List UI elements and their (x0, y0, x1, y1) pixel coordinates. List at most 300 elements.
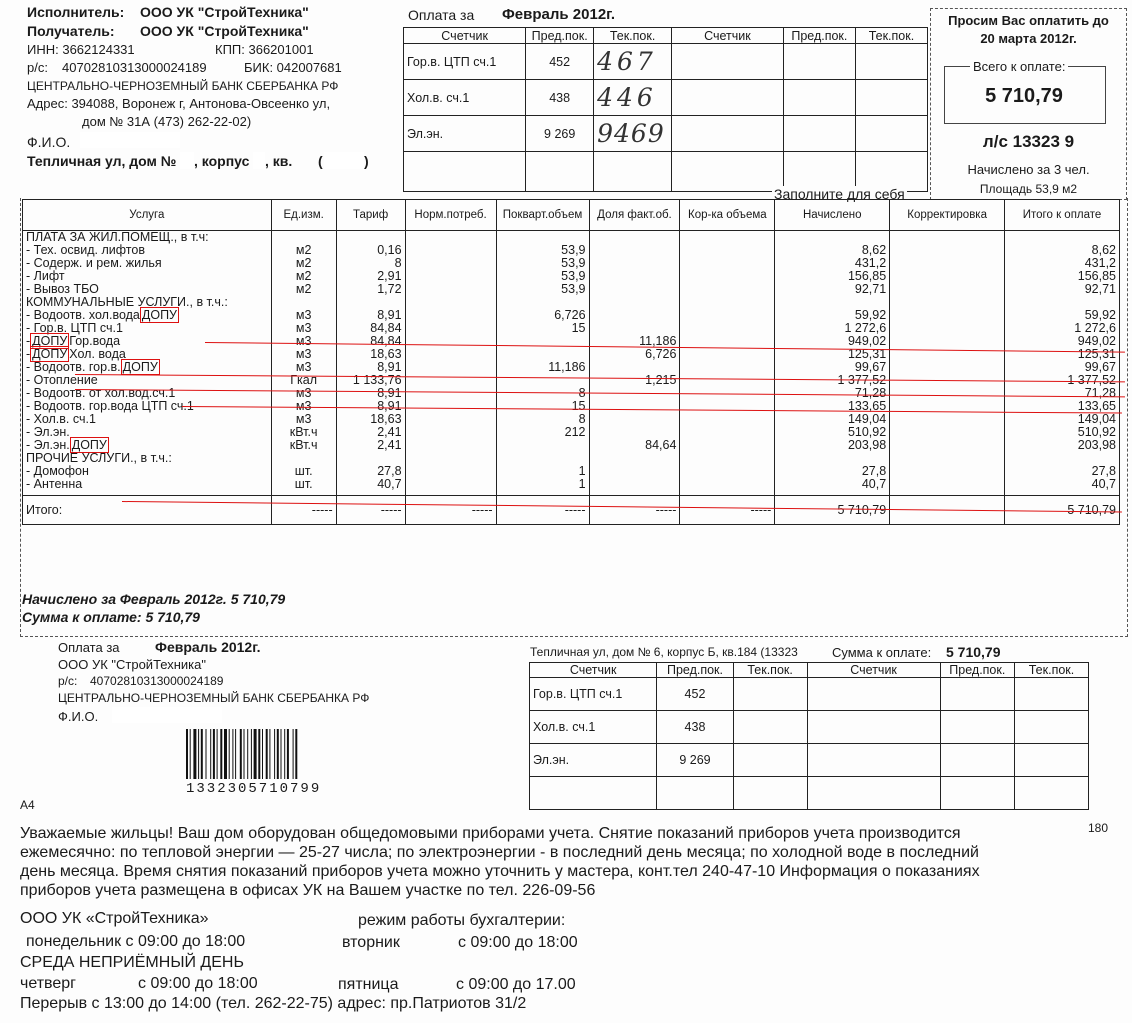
adjustment-cell (890, 309, 1005, 322)
correction-cell (680, 257, 775, 270)
coupon-bank: ЦЕНТРАЛЬНО-ЧЕРНОЗЕМНЫЙ БАНК СБЕРБАНКА РФ (58, 691, 370, 705)
address-korpus: , корпус (194, 153, 250, 169)
service-label: - Содерж. и рем. жилья (26, 256, 162, 270)
norm-cell (405, 348, 496, 361)
executor-name: ООО УК "СтройТехника" (140, 4, 309, 20)
fill-note: Заполните для себя (774, 186, 905, 202)
meter-prev: 438 (657, 711, 733, 744)
tariff-cell: 27,8 (336, 465, 405, 478)
meter-curr-input[interactable] (733, 744, 807, 777)
correction-cell (680, 439, 775, 452)
coupon-sum-label: Сумма к оплате: (832, 645, 932, 660)
correction-cell (680, 413, 775, 426)
total-dash: ----- (336, 496, 405, 525)
redacted-apartment (324, 152, 364, 169)
tariff-cell: 2,91 (336, 270, 405, 283)
redacted-korpus (253, 152, 265, 169)
norm-cell (405, 400, 496, 413)
unit-cell: м3 (271, 348, 336, 361)
dopu-tag: ДОПУ (71, 438, 107, 452)
service-label: - Эл.эн. (26, 425, 70, 439)
coupon-month: Февраль 2012г. (155, 639, 261, 655)
col-counter: Счетчик (404, 28, 526, 44)
adjustment-cell (890, 413, 1005, 426)
kpp: КПП: 366201001 (215, 42, 314, 57)
tariff-cell: 8 (336, 257, 405, 270)
service-name (23, 231, 272, 245)
charge-row (23, 465, 1120, 478)
meter-row (404, 44, 928, 80)
coupon-company: ООО УК "СтройТехника" (58, 657, 206, 672)
total-cell: 149,04 (1005, 413, 1120, 426)
volume-cell: 53,9 (496, 244, 589, 257)
share-cell (589, 452, 680, 465)
service-label: - Домофон (26, 464, 89, 478)
blank-cell (657, 777, 733, 810)
redacted-house (180, 152, 194, 169)
meter-name: Хол.в. сч.1 (530, 711, 657, 744)
unit-cell: Гкал (271, 374, 336, 387)
barcode-icon (184, 729, 354, 781)
meters-title-prefix: Оплата за (408, 7, 475, 23)
total-cell: 59,92 (1005, 309, 1120, 322)
bank-name: ЦЕНТРАЛЬНО-ЧЕРНОЗЕМНЫЙ БАНК СБЕРБАНКА РФ (27, 79, 339, 93)
charged-for: Начислено за 3 чел. (967, 162, 1090, 177)
meter-prev: 9 269 (526, 116, 594, 152)
fio-label: Ф.И.О. (27, 134, 71, 150)
tariff-cell (336, 231, 405, 245)
total-dash: ----- (271, 496, 336, 525)
adjustment-cell (890, 283, 1005, 296)
tariff-cell: 40,7 (336, 478, 405, 496)
adjustment-cell (890, 426, 1005, 439)
blank-cell (526, 152, 594, 192)
address-kv: , кв. (265, 153, 293, 169)
norm-cell (405, 257, 496, 270)
blank-cell (783, 44, 855, 80)
charge-row (23, 322, 1120, 335)
col-total: Итого к оплате (1005, 200, 1120, 231)
tariff-cell: 0,16 (336, 244, 405, 257)
charged-cell: 510,92 (775, 426, 890, 439)
page-number: 180 (1088, 821, 1109, 835)
blank-cell (940, 744, 1014, 777)
volume-cell: 11,186 (496, 361, 589, 374)
blank-cell (530, 777, 657, 810)
coupon-rs: 40702810313000024189 (90, 674, 224, 688)
charge-row (23, 439, 1120, 452)
coupon-meter-row (530, 678, 1089, 711)
meter-name: Эл.эн. (530, 744, 657, 777)
charged-cell: 8,62 (775, 244, 890, 257)
dopu-tag: ДОПУ (32, 334, 68, 348)
meter-name: Эл.эн. (404, 116, 526, 152)
charged-cell (775, 231, 890, 245)
unit-cell: м3 (271, 387, 336, 400)
row-prefix: - (26, 334, 31, 348)
correction-cell (680, 283, 775, 296)
charged-cell: 949,02 (775, 335, 890, 348)
tariff-cell: 1 133,76 (336, 374, 405, 387)
area: Площадь 53,9 м2 (979, 182, 1078, 196)
service-label: - Лифт (26, 269, 65, 283)
service-label: - Гор.в. ЦТП сч.1 (26, 321, 123, 335)
barcode-number: 1332305710799 (186, 781, 322, 797)
charge-row (23, 452, 1120, 465)
blank-cell (940, 777, 1014, 810)
blank-cell (1015, 711, 1089, 744)
blank-cell (855, 44, 927, 80)
norm-cell (405, 413, 496, 426)
share-cell (589, 270, 680, 283)
charged-cell: 40,7 (775, 478, 890, 496)
volume-cell: 15 (496, 322, 589, 335)
adjustment-cell (890, 452, 1005, 465)
charge-row (23, 426, 1120, 439)
correction-cell (680, 322, 775, 335)
total-amount: 5 710,79 (985, 85, 1063, 107)
meter-curr-input[interactable] (733, 678, 807, 711)
total-cell: 40,7 (1005, 478, 1120, 496)
correction-cell (680, 400, 775, 413)
share-cell (589, 400, 680, 413)
notice-tuesday: вторник (342, 934, 400, 951)
adjustment-cell (890, 231, 1005, 245)
adjustment-cell (890, 361, 1005, 374)
blank-cell (807, 744, 940, 777)
norm-cell (405, 452, 496, 465)
norm-cell (405, 465, 496, 478)
share-cell (589, 244, 680, 257)
notice-break: Перерыв с 13:00 до 14:00 (тел. 262-22-75) адрес: пр.Патриотов 31/2 (20, 995, 527, 1012)
blank-cell (1015, 678, 1089, 711)
col-prev: Пред.пок. (526, 28, 594, 44)
unit-cell: м3 (271, 322, 336, 335)
blank-cell (1015, 744, 1089, 777)
unit-cell: м3 (271, 400, 336, 413)
blank-cell (783, 116, 855, 152)
volume-cell: 53,9 (496, 257, 589, 270)
share-cell (589, 478, 680, 496)
tariff-cell: 8,91 (336, 309, 405, 322)
meter-prev: 438 (526, 80, 594, 116)
charged-cell: 125,31 (775, 348, 890, 361)
total-cell: 133,65 (1005, 400, 1120, 413)
meter-name: Гор.в. ЦТП сч.1 (530, 678, 657, 711)
dopu-tag: ДОПУ (122, 360, 158, 374)
volume-cell (496, 231, 589, 245)
bik: БИК: 042007681 (244, 60, 342, 75)
blank-cell (672, 116, 784, 152)
executor-label: Исполнитель: (27, 4, 125, 20)
adjustment-cell (890, 296, 1005, 309)
coupon-fio-label: Ф.И.О. (58, 709, 99, 724)
address-paren-close: ) (364, 153, 369, 169)
page-format: A4 (20, 798, 35, 812)
notice-company: ООО УК «СтройТехника» (20, 910, 209, 927)
share-cell: 11,186 (589, 335, 680, 348)
col-unit: Ед.изм. (271, 200, 336, 231)
total-cell: 1 272,6 (1005, 322, 1120, 335)
volume-cell (496, 452, 589, 465)
pay-by-line1: Просим Вас оплатить до (948, 13, 1109, 28)
col-curr-2: Тек.пок. (1015, 663, 1089, 678)
unit-cell: м3 (271, 335, 336, 348)
col-prev-2: Пред.пок. (940, 663, 1014, 678)
charge-row (23, 309, 1120, 322)
total-dash: ----- (496, 496, 589, 525)
volume-cell: 15 (496, 400, 589, 413)
service-label: Гор.вода (69, 334, 121, 348)
unit-cell: шт. (271, 465, 336, 478)
charged-summary: Начислено за Февраль 2012г. 5 710,79 (22, 591, 286, 607)
volume-cell: 53,9 (496, 270, 589, 283)
address-paren: ( (318, 153, 323, 169)
charge-row (23, 361, 1120, 374)
total-label: Всего к оплате: (970, 59, 1068, 74)
norm-cell (405, 426, 496, 439)
total-cell: 71,28 (1005, 387, 1120, 400)
rs-number: 40702810313000024189 (62, 60, 207, 75)
norm-cell (405, 439, 496, 452)
charged-cell: 92,71 (775, 283, 890, 296)
charged-cell: 1 272,6 (775, 322, 890, 335)
charged-cell: 431,2 (775, 257, 890, 270)
dopu-tag: ДОПУ (32, 347, 68, 361)
service-label: - Отопление (26, 373, 98, 387)
charged-cell: 71,28 (775, 387, 890, 400)
meter-name: Хол.в. сч.1 (404, 80, 526, 116)
volume-cell: 8 (496, 413, 589, 426)
unit-cell: м2 (271, 283, 336, 296)
share-cell (589, 465, 680, 478)
blank-cell (672, 44, 784, 80)
blank-cell (672, 152, 784, 192)
meter-curr-handwritten[interactable]: 467 (594, 44, 672, 80)
address-street: Тепличная ул, дом № (27, 153, 177, 169)
notice-line1: Уважаемые жильцы! Ваш дом оборудован общедомовыми приборами учета. Снятие показаний приборов учета производится (20, 825, 961, 842)
col-adjustment: Корректировка (890, 200, 1005, 231)
total-cell: 92,71 (1005, 283, 1120, 296)
correction-cell (680, 348, 775, 361)
total-cell: 99,67 (1005, 361, 1120, 374)
service-name (23, 478, 272, 496)
notice-tuesday-time: с 09:00 до 18:00 (458, 934, 578, 951)
charged-cell: 99,67 (775, 361, 890, 374)
blank-cell (594, 152, 672, 192)
norm-cell (405, 296, 496, 309)
charged-cell: 133,65 (775, 400, 890, 413)
total-dash: ----- (589, 496, 680, 525)
blank-cell (404, 152, 526, 192)
blank-cell (855, 116, 927, 152)
notice-friday-time: с 09:00 до 17.00 (456, 976, 576, 993)
receiver-name: ООО УК "СтройТехника" (140, 23, 309, 39)
meter-curr-handwritten[interactable]: 446 (594, 80, 672, 116)
volume-cell: 1 (496, 478, 589, 496)
service-label: - Вывоз ТБО (26, 282, 99, 296)
coupon-sum: 5 710,79 (946, 644, 1001, 660)
unit-cell: м2 (271, 270, 336, 283)
notice-wednesday: СРЕДА НЕПРИЁМНЫЙ ДЕНЬ (20, 954, 244, 971)
total-cell: 1 377,52 (1005, 374, 1120, 387)
adjustment-cell (890, 387, 1005, 400)
charge-row (23, 478, 1120, 496)
unit-cell: м3 (271, 361, 336, 374)
total-cell: 27,8 (1005, 465, 1120, 478)
tariff-cell: 2,41 (336, 439, 405, 452)
volume-cell (496, 374, 589, 387)
adjustment-cell (890, 270, 1005, 283)
blank-cell (672, 80, 784, 116)
col-curr: Тек.пок. (594, 28, 672, 44)
unit-cell (271, 231, 336, 245)
norm-cell (405, 335, 496, 348)
adjustment-cell (890, 322, 1005, 335)
blank-cell (855, 80, 927, 116)
meters-table-top (403, 27, 928, 192)
adjustment-cell (890, 465, 1005, 478)
service-label: - Эл.эн. (26, 438, 70, 452)
norm-cell (405, 309, 496, 322)
volume-cell: 212 (496, 426, 589, 439)
meter-row (404, 116, 928, 152)
notice-monday: понедельник с 09:00 до 18:00 (26, 933, 246, 950)
coupon-rs-label: р/с: (58, 674, 78, 688)
total-dash: ----- (405, 496, 496, 525)
share-cell (589, 283, 680, 296)
charge-row (23, 231, 1120, 245)
blank-cell (783, 80, 855, 116)
meter-row (404, 80, 928, 116)
coupon-meter-row (530, 711, 1089, 744)
col-correction: Кор-ка объема (680, 200, 775, 231)
adjustment-cell (890, 244, 1005, 257)
unit-cell: кВт.ч (271, 426, 336, 439)
adjustment-cell (890, 335, 1005, 348)
row-prefix: - (26, 347, 31, 361)
blank-cell (807, 711, 940, 744)
correction-cell (680, 244, 775, 257)
service-label: - Антенна (26, 477, 83, 491)
meter-prev: 452 (526, 44, 594, 80)
col-service: Услуга (23, 200, 272, 231)
norm-cell (405, 322, 496, 335)
pay-by-line2: 20 марта 2012г. (980, 31, 1077, 46)
share-cell: 1,215 (589, 374, 680, 387)
correction-cell (680, 270, 775, 283)
blank-cell (807, 777, 940, 810)
total-cell: 431,2 (1005, 257, 1120, 270)
adjustment-cell (890, 257, 1005, 270)
tariff-cell: 8,91 (336, 400, 405, 413)
tariff-cell: 18,63 (336, 348, 405, 361)
col-counter-2: Счетчик (672, 28, 784, 44)
correction-cell (680, 296, 775, 309)
service-label: - Хол.в. сч.1 (26, 412, 96, 426)
tariff-cell: 84,84 (336, 322, 405, 335)
share-cell (589, 413, 680, 426)
coupon-meter-row-empty (530, 777, 1089, 810)
blank-cell (1015, 777, 1089, 810)
unit-cell: кВт.ч (271, 439, 336, 452)
coupon-pay-for: Оплата за (58, 640, 120, 655)
correction-cell (680, 465, 775, 478)
meter-curr-handwritten[interactable]: 9469 (594, 116, 672, 152)
correction-cell (680, 374, 775, 387)
total-to-pay: 5 710,79 (1005, 496, 1120, 525)
charged-cell: 1 377,52 (775, 374, 890, 387)
norm-cell (405, 387, 496, 400)
notice-line2: ежемесячно: по тепловой энергии — 25-27 числа; по электроэнергии - в последний день месяца; по холодной воде в последний (20, 844, 979, 861)
correction-cell (680, 309, 775, 322)
charged-cell: 59,92 (775, 309, 890, 322)
notice-friday: пятница (338, 976, 399, 993)
adjustment-cell (890, 439, 1005, 452)
tariff-cell: 8,91 (336, 361, 405, 374)
charged-cell: 156,85 (775, 270, 890, 283)
meters-table-coupon (529, 662, 1089, 810)
charged-cell: 203,98 (775, 439, 890, 452)
share-cell (589, 257, 680, 270)
col-curr: Тек.пок. (733, 663, 807, 678)
volume-cell (496, 439, 589, 452)
total-cell: 156,85 (1005, 270, 1120, 283)
total-cell: 510,92 (1005, 426, 1120, 439)
charged-cell: 149,04 (775, 413, 890, 426)
norm-cell (405, 244, 496, 257)
sum-summary: Сумма к оплате: 5 710,79 (22, 609, 200, 625)
volume-cell: 1 (496, 465, 589, 478)
share-cell (589, 309, 680, 322)
col-counter: Счетчик (530, 663, 657, 678)
volume-cell: 8 (496, 387, 589, 400)
norm-cell (405, 478, 496, 496)
total-cell: 8,62 (1005, 244, 1120, 257)
meter-name: Гор.в. ЦТП сч.1 (404, 44, 526, 80)
notice-line3: день месяца. Время снятия показаний приборов учета можно уточнить у мастера, конт.тел 240-47-10 Информация о показаниях (20, 863, 980, 880)
correction-cell (680, 426, 775, 439)
norm-cell (405, 231, 496, 245)
address-line2: дом № 31А (473) 262-22-02) (82, 114, 252, 129)
tariff-cell: 2,41 (336, 426, 405, 439)
charged-cell: 27,8 (775, 465, 890, 478)
coupon-redacted-fio (112, 707, 222, 723)
receiver-label: Получатель: (27, 23, 115, 39)
share-cell (589, 231, 680, 245)
unit-cell: м3 (271, 309, 336, 322)
total-label: Итого: (23, 496, 272, 525)
col-tariff: Тариф (336, 200, 405, 231)
unit-cell: шт. (271, 478, 336, 496)
norm-cell (405, 361, 496, 374)
share-cell (589, 296, 680, 309)
tariff-cell: 84,84 (336, 335, 405, 348)
blank-cell (940, 678, 1014, 711)
total-cell: 203,98 (1005, 439, 1120, 452)
inn: ИНН: 3662124331 (27, 42, 135, 57)
col-norm: Норм.потреб. (405, 200, 496, 231)
address-line1: Адрес: 394088, Воронеж г, Антонова-Овсеенко ул, (27, 96, 331, 111)
total-cell (1005, 231, 1120, 245)
col-charged: Начислено (775, 200, 890, 231)
service-label: - Водоотв. от хол.вод.сч.1 (26, 386, 176, 400)
col-volume: Покварт.объем (496, 200, 589, 231)
correction-cell (680, 231, 775, 245)
meter-prev: 452 (657, 678, 733, 711)
blank-cell (940, 711, 1014, 744)
meter-curr-input[interactable] (733, 711, 807, 744)
